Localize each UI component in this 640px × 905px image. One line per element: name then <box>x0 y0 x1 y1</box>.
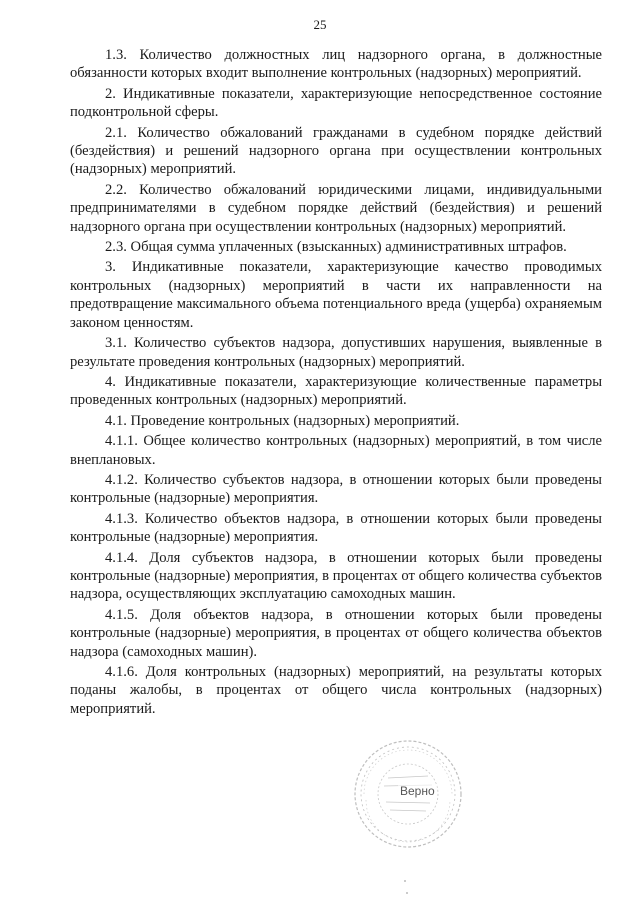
paragraph: 3. Индикативные показатели, характеризующие качество проводимых контрольных (надзорных) мероприятий в части их направленности на предотвращение максимального объема потенциального вреда (ущерба) охраняемым законом ценностям. <box>70 259 602 331</box>
paragraph: 4.1.6. Доля контрольных (надзорных) мероприятий, на результаты которых поданы жалобы, в процентах от общего числа контрольных (надзорных) мероприятий. <box>70 664 602 717</box>
paragraph: 4.1.5. Доля объектов надзора, в отношении которых были проведены контрольные (надзорные) мероприятия, в процентах от общего количества объектов надзора (самоходных машин). <box>70 606 602 660</box>
paragraph: 4.1.1. Общее количество контрольных (надзорных) мероприятий, в том числе внеплановых. <box>70 433 602 468</box>
stamp-word: Верно <box>400 784 435 798</box>
paragraph: 2.1. Количество обжалований гражданами в судебном порядке действий (бездействия) и решений надзорного органа при осуществлении контрольных (надзорных) мероприятий. <box>70 124 602 178</box>
paragraph: 1.3. Количество должностных лиц надзорного органа, в должностные обязанности которых входит выполнение контрольных (надзорных) мероприятий. <box>70 47 602 82</box>
paragraph: 2.3. Общая сумма уплаченных (взысканных) административных штрафов. <box>105 239 567 256</box>
document-body <box>70 46 602 720</box>
paragraph: 2. Индикативные показатели, характеризующие непосредственное состояние подконтрольной сферы. <box>70 85 602 121</box>
paragraph: 4.1.2. Количество субъектов надзора, в отношении которых были проведены контрольные (надзорные) мероприятия. <box>70 471 602 507</box>
page-number: 25 <box>313 17 327 32</box>
paragraph: 2.2. Количество обжалований юридическими лицами, индивидуальными предпринимателями в судебном порядке действий (бездействия) и решений надзорного органа при осуществлении контрольных (надзорных) мероприятий. <box>70 181 602 235</box>
paragraph: 3.1. Количество субъектов надзора, допустивших нарушения, выявленные в результате проведения контрольных (надзорных) мероприятий. <box>70 335 602 370</box>
paragraph: 4.1.3. Количество объектов надзора, в отношении которых были проведены контрольные (надзорные) мероприятия. <box>70 510 602 546</box>
scan-speck <box>404 880 406 882</box>
paragraph: 4.1. Проведение контрольных (надзорных) мероприятий. <box>105 412 460 429</box>
paragraph: 4.1.4. Доля субъектов надзора, в отношении которых были проведены контрольные (надзорные) мероприятия, в процентах от общего количества субъектов надзора, осуществляющих эксплуатацию самоходных машин. <box>70 549 602 603</box>
paragraph: 4. Индикативные показатели, характеризующие количественные параметры проведенных контрольных (надзорных) мероприятий. <box>70 373 602 409</box>
scan-speck <box>406 892 408 894</box>
